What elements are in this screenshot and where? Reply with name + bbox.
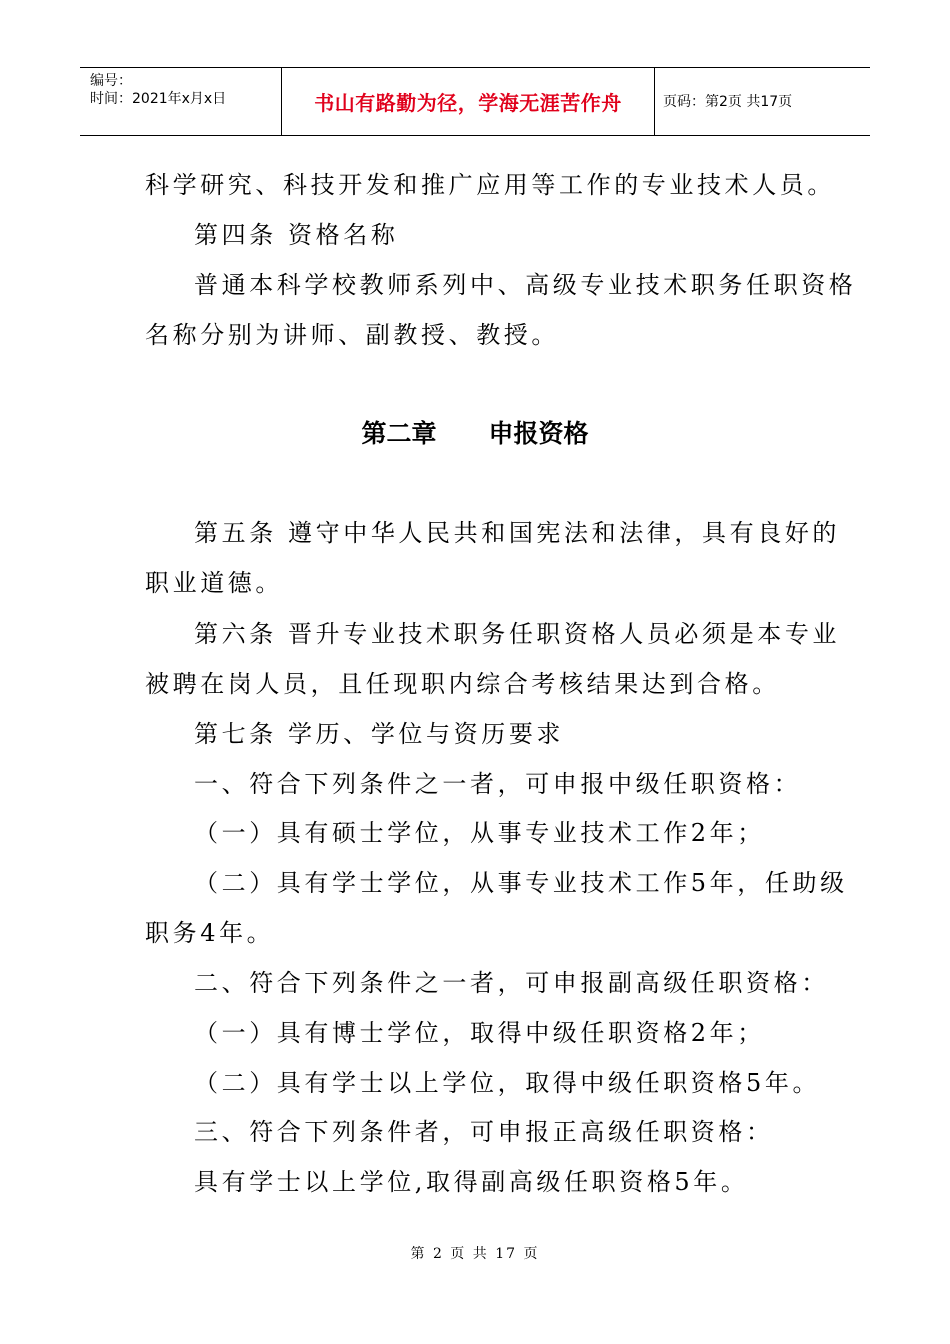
article-heading-7: 第七条 学历、学位与资历要求 xyxy=(194,720,565,748)
paragraph-line: 名称分别为讲师、副教授、教授。 xyxy=(145,321,559,349)
article-heading-4: 第四条 资格名称 xyxy=(194,221,399,249)
document-number-label: 编号： xyxy=(90,73,132,89)
page-header xyxy=(80,67,870,136)
list-item: （二）具有学士以上学位，取得中级任职资格5年。 xyxy=(194,1069,821,1097)
header-page-info: 页码：第2页 共17页 xyxy=(663,93,793,110)
article-6-line: 第六条 晋升专业技术职务任职资格人员必须是本专业 xyxy=(194,620,841,648)
header-motto-cell xyxy=(282,68,655,135)
page-footer: 第 2 页 共 17 页 xyxy=(410,1246,540,1262)
header-meta-cell xyxy=(80,68,282,135)
article-5-line: 第五条 遵守中华人民共和国宪法和法律，具有良好的 xyxy=(194,519,841,547)
list-item: 具有学士以上学位,取得副高级任职资格5年。 xyxy=(194,1168,749,1196)
paragraph-line: 科学研究、科技开发和推广应用等工作的专业技术人员。 xyxy=(145,171,835,199)
chapter-number: 第二章 xyxy=(361,419,437,448)
chapter-title: 申报资格 xyxy=(488,419,589,448)
header-motto: 书山有路勤为径，学海无涯苦作舟 xyxy=(314,91,622,115)
paragraph-line: 职业道德。 xyxy=(145,569,283,597)
list-item: （二）具有学士学位，从事专业技术工作5年，任助级 xyxy=(194,869,848,897)
list-item: 二、符合下列条件之一者，可申报副高级任职资格： xyxy=(194,969,829,997)
paragraph-line: 被聘在岗人员，且任现职内综合考核结果达到合格。 xyxy=(145,670,780,698)
list-item: （一）具有博士学位，取得中级任职资格2年； xyxy=(194,1019,765,1047)
chapter-heading xyxy=(0,418,950,450)
list-item: （一）具有硕士学位，从事专业技术工作2年； xyxy=(194,819,765,847)
list-item: 三、符合下列条件者，可申报正高级任职资格： xyxy=(194,1118,774,1146)
header-page-cell xyxy=(655,68,870,135)
paragraph-line: 职务4年。 xyxy=(145,919,275,947)
paragraph-line: 普通本科学校教师系列中、高级专业技术职务任职资格 xyxy=(194,271,857,299)
document-time-label: 时间：2021年x月x日 xyxy=(90,91,227,107)
list-item: 一、符合下列条件之一者，可申报中级任职资格： xyxy=(194,770,802,798)
